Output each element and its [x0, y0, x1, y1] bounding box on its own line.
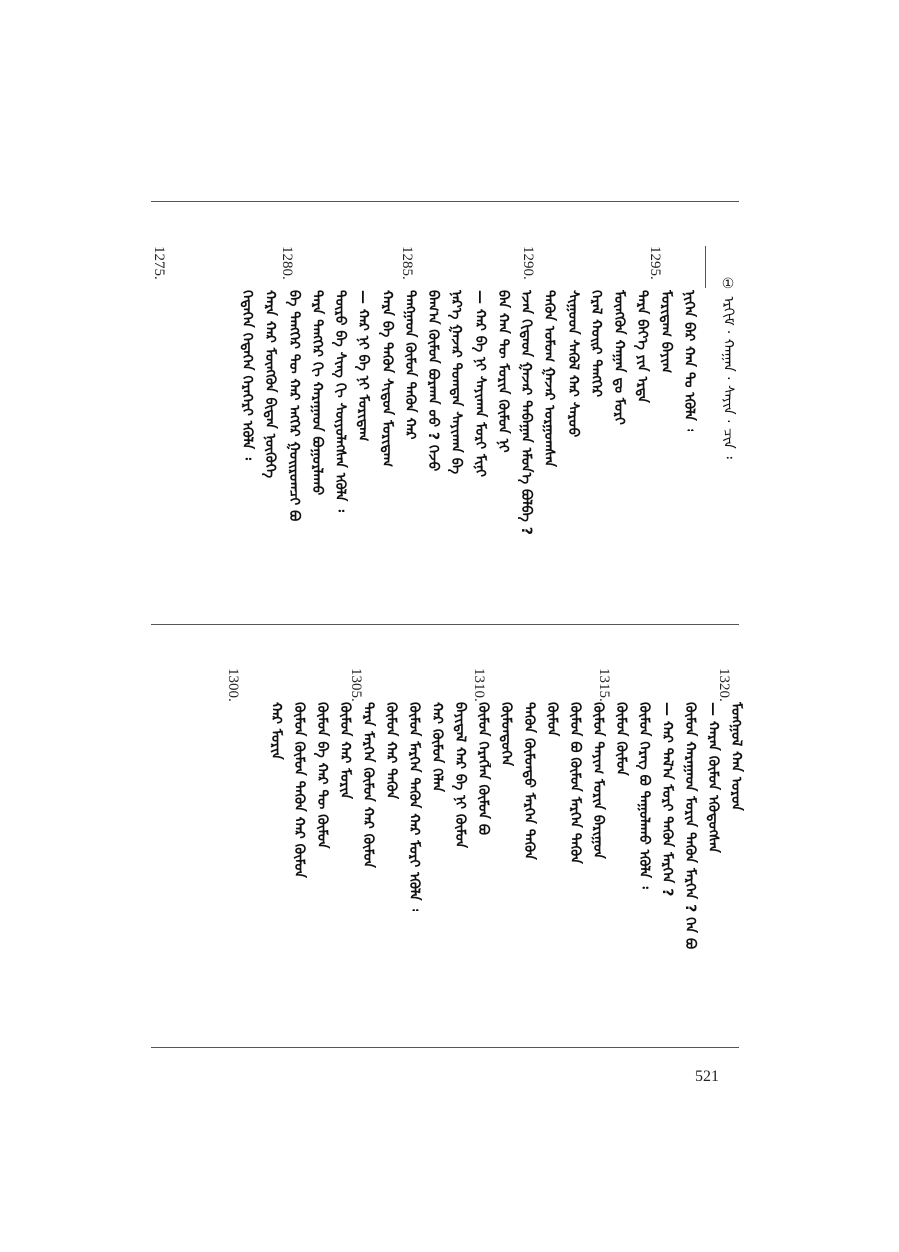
- verse-line: ᠬᠠᠷᠠ ᠬᠠᠷ ᠮᠥᠩᠭᠦᠨ ᠪᠢᠳᠡᠨ ᠨᠦᠭᠦᠭᠡ: [262, 290, 278, 479]
- bottom-rule: [151, 1047, 739, 1048]
- verse-line: — ᠬᠠᠷᠠᠨ ᠬᠦᠮᠦᠨ ᠡᠭᠦᠳᠦᠭᠰᠡᠨ: [705, 702, 721, 854]
- top-rule: [151, 201, 739, 202]
- verse-line: ᠬᠦᠮᠦᠨᠳᠦᠭᠡᠨ: [498, 702, 514, 767]
- footnote-marker: ①: [720, 276, 736, 292]
- verse-line: — ᠬᠠᠷ ᠪᠠ ᠨᠢ ᠰᠠᠶᠢᠬᠠᠨ ᠮᠣᠷᠢ ᠮᠢᠨᠢ: [472, 290, 488, 477]
- verse-line: ᠲᠡᠭᠦᠨ ᠬᠦᠮᠦᠨᠳᠦ ᠮᠡᠷᠭᠡᠨ ᠲᠡᠭᠦᠨ: [521, 702, 537, 860]
- verse-line: ᠬᠦᠮᠦᠨ ᠮᠡᠷᠭᠡᠨ ᠲᠡᠭᠦᠨ ᠬᠠᠷ ᠮᠣᠷᠢ ᠡᠭᠦᠯᠡ ᠄: [406, 702, 422, 912]
- verse-line: ᠲᠦᠷᠦ ᠪᠠ ᠰᠢᠩ ᠬᠢ ᠰᠦᠶᠦᠯᠡᠭᠰᠡᠨ ᠡᠭᠦᠯᠡ ᠄: [332, 290, 348, 512]
- verse-line: ᠨᠢᠭᠡᠨ ᠪᠠᠷ ᠬᠠᠨ ᠲᠤ ᠡᠭᠦᠯᠡ ᠄: [681, 290, 697, 432]
- verse-line: ᠬᠦᠮᠦᠨ ᠲᠠᠶᠢᠭ ᠮᠣᠷᠢᠨ ᠪᠠᠷᠢᠭᠤᠨ: [590, 702, 606, 860]
- verse-line: ᠬᠦᠮᠦᠨ ᠬᠡᠷᠡᠭ ᠪᠣ ᠳᠠᠭᠤᠯᠠᠬᠤ ᠡᠭᠦᠯᠡ ᠄: [636, 702, 652, 889]
- verse-line: ᠬᠦᠮᠦᠨ ᠬᠡᠷᠡᠭᠯᠡᠨ ᠬᠦᠮᠦᠨ ᠪᠣ: [475, 702, 491, 836]
- line-number: 1280.: [279, 246, 295, 280]
- verse-line: ᠬᠠᠷᠠ ᠪᠠ ᠲᠡᠭᠦᠨ ᠰᠢᠳᠤᠨ ᠮᠣᠷᠢᠳᠠᠭ: [379, 290, 395, 468]
- verse-line: ᠬᠦᠮᠦᠨ ᠬᠦᠮᠦᠨ ᠲᠡᠭᠦᠨ ᠬᠠᠷ ᠬᠦᠮᠦᠨ: [291, 702, 307, 879]
- verse-line: ᠡᠵᠡᠨ ᠬᠢᠲᠠᠳ ᠭᠠᠵᠠᠷ ᠳᠠᠪᠠᠭᠠᠨ ᠡᠮᠦᠨ᠎ᠡ ᠪᠣᠯᠪᠠ ?: [518, 290, 534, 535]
- line-number: 1320.: [716, 668, 732, 702]
- line-number: 1300.: [225, 668, 241, 702]
- verse-line: ᠬᠦᠮᠦᠨ: [544, 702, 560, 737]
- verse-line: ᠬᠠᠷ ᠬᠦᠮᠦᠨ ᠬᠡᠯᠡᠨ: [429, 702, 445, 793]
- verse-line: ᠬᠦᠮᠦᠨ ᠬᠦᠮᠦᠨ: [613, 702, 629, 776]
- verse-line: ᠬᠦᠮᠦᠨ ᠬᠠᠷ ᠮᠣᠷᠢᠨ: [337, 702, 353, 800]
- verse-line: ᠮᠥᠩᠭᠦᠨ ᠬᠠᠭᠠᠨ ᠳᠤ ᠮᠣᠷᠢ: [611, 290, 627, 425]
- verse-line: ᠪᠠ ᠲᠡᠩᠭᠡᠷ ᠲᠦ ᠬᠠᠷ ᠡᠩᠭᠡᠷ ᠭᠤᠢᠷᠤᠭᠴᠢ ᠪᠣ: [286, 290, 302, 522]
- line-number: 1285.: [399, 246, 415, 280]
- verse-line: ᠬᠦᠮᠦᠨ ᠬᠠᠷᠠᠭᠠᠳ ᠮᠣᠷᠢᠨ ᠲᠡᠭᠦᠨ ᠮᠡᠷᠭᠡᠨ ? ᠬᠡᠨ ᠪᠣ: [682, 702, 698, 950]
- footnote-text: ᠡᠷᠬᠢᠮ · ᠬᠠᠭᠠᠨ · ᠰᠠᠶᠢᠨ · ᠴᠢᠨ ᠄: [720, 296, 736, 459]
- verse-line: — ᠬᠠᠷ ᠨᠢ ᠪᠠ ᠨᠢ ᠮᠣᠷᠢᠳᠠᠭ: [355, 290, 371, 442]
- verse-line: ᠲᠠᠩᠭᠠᠳ ᠬᠦᠮᠦᠨ ᠲᠡᠭᠦᠨ ᠬᠠᠷ: [402, 290, 418, 440]
- verse-line: ᠲᠡᠷᠡ ᠮᠡᠷᠭᠡᠨ ᠬᠦᠮᠦᠨ ᠬᠠᠷ ᠬᠦᠮᠦᠨ: [360, 702, 376, 869]
- verse-line: ᠬᠦᠮᠦᠨ ᠬᠠᠷ ᠲᠡᠭᠦᠨ: [383, 702, 399, 800]
- verse-line: ᠲᠡᠷᠡ ᠪᠡᠶ᠎ᠡ ᠶᠢᠨ ᠡᠷᠲᠡ: [634, 290, 650, 404]
- verse-line: ᠬᠠᠷ ᠮᠣᠷᠢᠨ: [268, 702, 284, 760]
- line-number: 1295.: [647, 246, 663, 280]
- verse-line: ᠭᠡᠳᠡᠭᠡᠨ ᠭᠡᠳᠡᠭᠡᠨ ᠭᠡᠷᠡᠭᠡᠷᠢ ᠡᠭᠦᠯᠡ ᠄: [239, 290, 255, 460]
- verse-line: ᠬᠦᠮᠦᠨ ᠪᠣ ᠬᠦᠮᠦᠨ ᠮᠡᠷᠭᠡᠨ ᠲᠡᠭᠦᠨ: [567, 702, 583, 864]
- line-number: 1315.: [596, 668, 612, 702]
- verse-line: ᠭᠡᠷᠡᠯ ᠬᠣᠢᠷ ᠲᠡᠩᠭᠡᠷ: [588, 290, 604, 398]
- verse-line: ᠪᠠᠶᠢᠳᠠᠯ ᠬᠠᠷ ᠪᠠ ᠨᠢ ᠬᠦᠮᠦᠨ: [452, 702, 468, 849]
- verse-line: — ᠬᠠᠷ ᠲᠠᠯ᠎ᠠ ᠮᠣᠷᠢ ᠲᠡᠭᠦᠨ ᠮᠡᠷᠭᠡᠨ ?: [659, 702, 675, 897]
- line-number: 1290.: [520, 246, 536, 280]
- verse-line: ᠪᠠᠭ᠎ᠠ ᠬᠦᠮᠦᠨ ᠪᠣᠷᠬᠠᠨ ᠤᠤ ? ᠭᠡᠵᠦ: [425, 290, 441, 472]
- verse-line: ᠮᠣᠷᠢᠳᠠᠭ ᠪᠠᠶᠢᠭ: [658, 290, 674, 374]
- footnote-rule: [705, 246, 706, 288]
- footnote: [720, 276, 736, 459]
- verse-line: ᠨᠡᠷ᠎ᠡ ᠭᠠᠵᠠᠷ ᠲᠣᠭᠳᠠᠨ ᠰᠠᠶᠢᠬᠠᠨ ᠪᠠ: [448, 290, 464, 475]
- verse-line: ᠮᠣᠩᠭᠣᠯ ᠬᠠᠨ ᠣᠷᠣᠨ: [728, 702, 744, 811]
- verse-line: ᠪᠠᠨ ᠬᠠᠨ ᠲᠦ ᠮᠣᠷᠢᠨ ᠬᠦᠮᠦᠨ ᠨᠢ: [495, 290, 511, 453]
- verse-line: ᠰᠢᠭᠤᠳ ᠰᠡᠬᠦᠯ ᠬᠠᠷ ᠰᠠᠷᠤᠤ: [565, 290, 581, 438]
- verse-line: ᠲᠡᠷᠡ ᠲᠡᠩᠭᠡᠷ ᠬᠢ ᠬᠠᠷᠠᠭᠠᠳ ᠪᠣᠭᠣᠷᠯᠠᠬᠤ: [309, 290, 325, 496]
- line-number: 1305.: [348, 668, 364, 702]
- page-number: 521: [695, 1068, 719, 1085]
- line-number: 1275.: [151, 246, 167, 280]
- verse-line: ᠬᠦᠮᠦᠨ ᠪᠠ ᠬᠠᠷ ᠲᠦ ᠬᠦᠮᠦᠨ: [314, 702, 330, 849]
- verse-line: ᠲᠡᠭᠦᠨ ᠣᠮᠣᠭ ᠭᠠᠵᠠᠷ ᠤᠷᠭᠤᠭᠰᠠᠨ: [541, 290, 557, 468]
- middle-rule: [151, 624, 739, 625]
- line-number: 1310.: [471, 668, 487, 702]
